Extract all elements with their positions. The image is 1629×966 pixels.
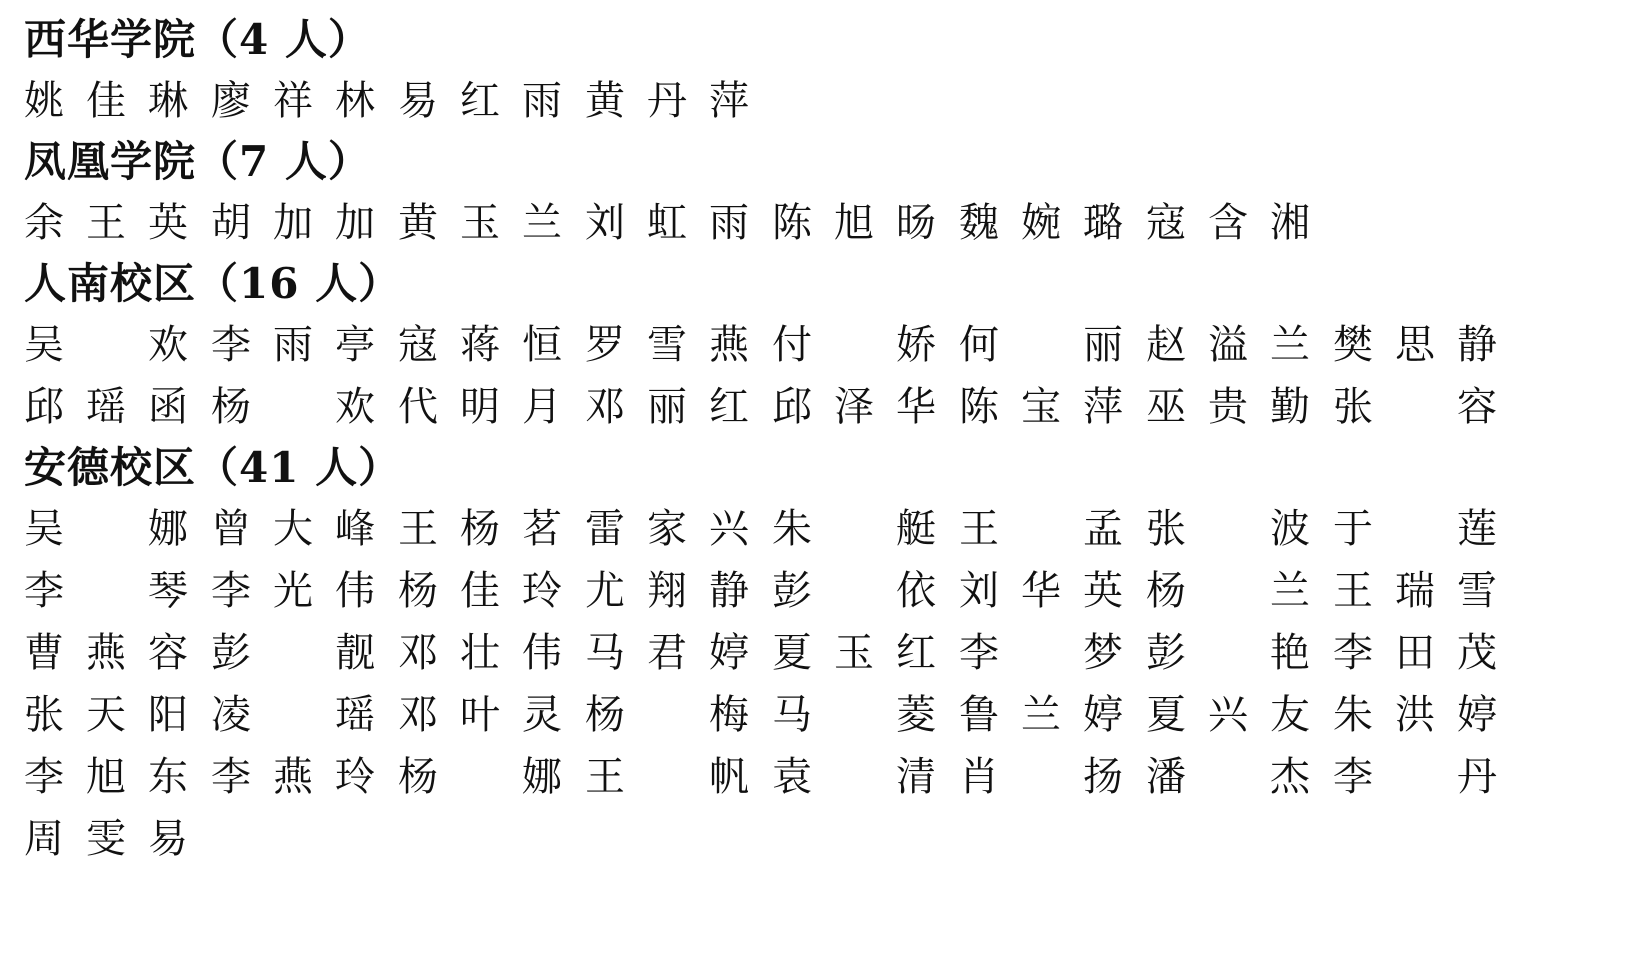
name-list	[24, 498, 1544, 870]
name-char: 大	[273, 506, 313, 552]
name-char: 艳	[1270, 630, 1310, 676]
name-item	[398, 684, 562, 746]
name-item	[24, 70, 188, 132]
name-char: 雨	[522, 78, 562, 124]
name-char: 于	[1333, 506, 1373, 552]
name-char: 姚	[24, 78, 64, 124]
name-char: 伟	[522, 630, 562, 676]
section-heading: 人南校区（16 人）	[24, 259, 402, 308]
name-char: 马	[772, 692, 812, 738]
name-char: 兴	[709, 506, 749, 552]
name-char: 璐	[1083, 200, 1123, 246]
name-item	[24, 622, 188, 684]
name-char: 李	[211, 754, 251, 800]
name-char: 梦	[1083, 630, 1123, 676]
name-item	[398, 376, 562, 438]
name-char: 燕	[709, 322, 749, 368]
name-item	[585, 70, 749, 132]
name-char: 彭	[772, 568, 812, 614]
name-char: 欢	[335, 384, 375, 430]
name-char: 雪	[647, 322, 687, 368]
name-char: 兰	[1021, 692, 1061, 738]
name-char: 容	[148, 630, 188, 676]
name-char: 丽	[647, 384, 687, 430]
name-item	[959, 498, 1123, 560]
name-char: 阳	[148, 692, 188, 738]
name-item	[585, 560, 749, 622]
name-item	[211, 70, 375, 132]
name-item	[1146, 314, 1310, 376]
name-item	[772, 498, 936, 560]
name-char: 瑶	[86, 384, 126, 430]
name-char: 华	[896, 384, 936, 430]
name-char: 夏	[772, 630, 812, 676]
name-char: 周	[24, 816, 64, 862]
name-char: 菱	[896, 692, 936, 738]
name-item	[959, 684, 1123, 746]
name-list	[24, 192, 1544, 254]
name-char: 朱	[1333, 692, 1373, 738]
name-char: 雪	[1457, 568, 1497, 614]
name-char: 凌	[211, 692, 251, 738]
name-item	[585, 746, 749, 808]
name-char: 朱	[772, 506, 812, 552]
name-item	[585, 684, 749, 746]
name-char: 华	[1021, 568, 1061, 614]
name-char: 杨	[211, 384, 251, 430]
name-char: 溢	[1208, 322, 1248, 368]
name-char: 容	[1457, 384, 1497, 430]
name-char: 婷	[1083, 692, 1123, 738]
name-char: 娜	[522, 754, 562, 800]
name-char: 娇	[896, 322, 936, 368]
name-char: 伟	[335, 568, 375, 614]
name-char: 吴	[24, 506, 64, 552]
name-list	[24, 70, 1544, 132]
name-item	[211, 498, 375, 560]
name-char: 易	[398, 78, 438, 124]
name-char: 帆	[709, 754, 749, 800]
name-char: 丹	[647, 78, 687, 124]
name-char: 洪	[1395, 692, 1435, 738]
name-char: 湘	[1270, 200, 1310, 246]
name-char: 兰	[1270, 322, 1310, 368]
name-char: 黄	[585, 78, 625, 124]
name-char: 宝	[1021, 384, 1061, 430]
name-char: 峰	[335, 506, 375, 552]
name-char: 王	[1333, 568, 1373, 614]
name-item	[398, 746, 562, 808]
name-char: 依	[896, 568, 936, 614]
name-char: 婷	[1457, 692, 1497, 738]
name-char: 友	[1270, 692, 1310, 738]
name-char: 君	[647, 630, 687, 676]
name-item	[24, 376, 188, 438]
name-char: 婷	[709, 630, 749, 676]
name-char: 何	[959, 322, 999, 368]
name-item	[24, 808, 188, 870]
name-char: 李	[959, 630, 999, 676]
name-char: 雨	[709, 200, 749, 246]
name-char: 杨	[1146, 568, 1186, 614]
name-char: 思	[1395, 322, 1435, 368]
name-char: 静	[1457, 322, 1497, 368]
name-char: 曾	[211, 506, 251, 552]
name-char: 茗	[522, 506, 562, 552]
name-char: 莲	[1457, 506, 1497, 552]
name-item	[1333, 560, 1497, 622]
name-char: 函	[148, 384, 188, 430]
name-char: 叶	[460, 692, 500, 738]
name-item	[24, 314, 188, 376]
name-char: 祥	[273, 78, 313, 124]
name-item	[24, 684, 188, 746]
name-item	[398, 498, 562, 560]
name-char: 兰	[522, 200, 562, 246]
name-char: 丹	[1457, 754, 1497, 800]
name-char: 壮	[460, 630, 500, 676]
name-item	[24, 746, 188, 808]
name-item	[772, 192, 936, 254]
name-char: 加	[335, 200, 375, 246]
name-char: 付	[772, 322, 812, 368]
name-char: 林	[335, 78, 375, 124]
name-char: 陈	[772, 200, 812, 246]
name-char: 燕	[86, 630, 126, 676]
name-char: 娜	[148, 506, 188, 552]
name-char: 红	[896, 630, 936, 676]
name-char: 欢	[148, 322, 188, 368]
name-char: 寇	[1146, 200, 1186, 246]
name-char: 赵	[1146, 322, 1186, 368]
name-item	[1146, 684, 1310, 746]
name-char: 旸	[896, 200, 936, 246]
name-item	[959, 376, 1123, 438]
name-char: 东	[148, 754, 188, 800]
name-item	[585, 314, 749, 376]
name-item	[211, 622, 375, 684]
name-char: 罗	[585, 322, 625, 368]
name-char: 樊	[1333, 322, 1373, 368]
name-char: 李	[211, 322, 251, 368]
section-fenghuang	[24, 132, 1544, 254]
name-item	[772, 314, 936, 376]
name-char: 明	[460, 384, 500, 430]
name-item	[772, 684, 936, 746]
name-char: 余	[24, 200, 64, 246]
name-char: 兴	[1208, 692, 1248, 738]
name-char: 李	[211, 568, 251, 614]
name-char: 李	[1333, 754, 1373, 800]
name-char: 翔	[647, 568, 687, 614]
section-xihua	[24, 10, 1544, 132]
name-char: 尤	[585, 568, 625, 614]
name-char: 雨	[273, 322, 313, 368]
name-char: 易	[148, 816, 188, 862]
name-char: 王	[585, 754, 625, 800]
name-item	[1146, 622, 1310, 684]
name-char: 英	[148, 200, 188, 246]
name-list	[24, 314, 1544, 438]
name-char: 兰	[1270, 568, 1310, 614]
name-char: 王	[86, 200, 126, 246]
name-item	[959, 746, 1123, 808]
name-item	[585, 498, 749, 560]
name-char: 扬	[1083, 754, 1123, 800]
name-char: 家	[647, 506, 687, 552]
section-rennan	[24, 254, 1544, 438]
name-char: 泽	[834, 384, 874, 430]
name-char: 玲	[335, 754, 375, 800]
name-item	[772, 560, 936, 622]
name-char: 马	[585, 630, 625, 676]
name-item	[398, 560, 562, 622]
name-item	[398, 192, 562, 254]
name-item	[1333, 314, 1497, 376]
name-char: 黄	[398, 200, 438, 246]
name-item	[1333, 376, 1497, 438]
name-char: 琳	[148, 78, 188, 124]
name-char: 勤	[1270, 384, 1310, 430]
name-item	[1146, 746, 1310, 808]
name-char: 红	[460, 78, 500, 124]
name-char: 艇	[896, 506, 936, 552]
name-char: 肖	[959, 754, 999, 800]
name-char: 鲁	[959, 692, 999, 738]
name-char: 杨	[585, 692, 625, 738]
name-char: 亭	[335, 322, 375, 368]
name-char: 杨	[460, 506, 500, 552]
name-char: 红	[709, 384, 749, 430]
name-char: 邱	[24, 384, 64, 430]
name-item	[211, 376, 375, 438]
name-item	[398, 622, 562, 684]
name-char: 贵	[1208, 384, 1248, 430]
name-item	[1146, 560, 1310, 622]
name-char: 蒋	[460, 322, 500, 368]
name-char: 王	[959, 506, 999, 552]
name-char: 灵	[522, 692, 562, 738]
name-char: 袁	[772, 754, 812, 800]
name-item	[1333, 684, 1497, 746]
name-item	[398, 314, 562, 376]
name-char: 杰	[1270, 754, 1310, 800]
name-char: 代	[398, 384, 438, 430]
name-char: 潘	[1146, 754, 1186, 800]
name-item	[24, 560, 188, 622]
name-char: 胡	[211, 200, 251, 246]
name-char: 婉	[1021, 200, 1061, 246]
name-item	[1146, 498, 1310, 560]
name-char: 杨	[398, 754, 438, 800]
name-item	[772, 746, 936, 808]
name-char: 曹	[24, 630, 64, 676]
section-heading: 凤凰学院（7 人）	[24, 137, 371, 186]
name-char: 波	[1270, 506, 1310, 552]
name-char: 佳	[460, 568, 500, 614]
name-char: 田	[1395, 630, 1435, 676]
name-char: 静	[709, 568, 749, 614]
name-char: 彭	[211, 630, 251, 676]
name-item	[1333, 622, 1497, 684]
name-item	[24, 498, 188, 560]
name-item	[1146, 376, 1310, 438]
name-char: 魏	[959, 200, 999, 246]
name-char: 刘	[959, 568, 999, 614]
name-char: 燕	[273, 754, 313, 800]
name-item	[959, 622, 1123, 684]
name-item	[211, 684, 375, 746]
name-item	[585, 376, 749, 438]
name-char: 玉	[834, 630, 874, 676]
name-char: 丽	[1083, 322, 1123, 368]
name-item	[398, 70, 562, 132]
name-char: 清	[896, 754, 936, 800]
name-char: 邓	[398, 692, 438, 738]
name-char: 孟	[1083, 506, 1123, 552]
name-char: 李	[24, 754, 64, 800]
name-char: 光	[273, 568, 313, 614]
name-char: 玲	[522, 568, 562, 614]
name-item	[772, 622, 936, 684]
name-char: 恒	[522, 322, 562, 368]
name-char: 彭	[1146, 630, 1186, 676]
name-item	[1146, 192, 1310, 254]
name-char: 萍	[1083, 384, 1123, 430]
name-char: 虹	[647, 200, 687, 246]
name-char: 萍	[709, 78, 749, 124]
name-item	[211, 560, 375, 622]
name-char: 瑞	[1395, 568, 1435, 614]
document	[24, 10, 1544, 870]
name-char: 寇	[398, 322, 438, 368]
name-item	[24, 192, 188, 254]
name-item	[1333, 746, 1497, 808]
name-item	[585, 622, 749, 684]
name-char: 月	[522, 384, 562, 430]
name-item	[1333, 498, 1497, 560]
name-item	[585, 192, 749, 254]
name-char: 张	[1333, 384, 1373, 430]
name-char: 邓	[398, 630, 438, 676]
name-char: 含	[1208, 200, 1248, 246]
name-char: 梅	[709, 692, 749, 738]
name-char: 天	[86, 692, 126, 738]
name-char: 靓	[335, 630, 375, 676]
name-char: 陈	[959, 384, 999, 430]
name-char: 张	[24, 692, 64, 738]
name-char: 刘	[585, 200, 625, 246]
name-char: 旭	[834, 200, 874, 246]
name-char: 雯	[86, 816, 126, 862]
name-char: 茂	[1457, 630, 1497, 676]
name-char: 旭	[86, 754, 126, 800]
name-char: 邓	[585, 384, 625, 430]
section-ande	[24, 438, 1544, 870]
name-char: 夏	[1146, 692, 1186, 738]
name-char: 邱	[772, 384, 812, 430]
name-char: 杨	[398, 568, 438, 614]
name-char: 雷	[585, 506, 625, 552]
name-item	[959, 192, 1123, 254]
name-item	[772, 376, 936, 438]
section-heading: 西华学院（4 人）	[24, 15, 371, 64]
name-item	[211, 314, 375, 376]
name-char: 琴	[148, 568, 188, 614]
name-char: 廖	[211, 78, 251, 124]
name-char: 李	[24, 568, 64, 614]
name-char: 王	[398, 506, 438, 552]
name-char: 张	[1146, 506, 1186, 552]
name-item	[959, 560, 1123, 622]
section-heading: 安德校区（41 人）	[24, 443, 402, 492]
name-char: 巫	[1146, 384, 1186, 430]
name-char: 吴	[24, 322, 64, 368]
name-item	[211, 192, 375, 254]
name-item	[959, 314, 1123, 376]
name-char: 玉	[460, 200, 500, 246]
name-char: 加	[273, 200, 313, 246]
name-char: 李	[1333, 630, 1373, 676]
name-item	[211, 746, 375, 808]
name-char: 瑶	[335, 692, 375, 738]
name-char: 英	[1083, 568, 1123, 614]
name-char: 佳	[86, 78, 126, 124]
